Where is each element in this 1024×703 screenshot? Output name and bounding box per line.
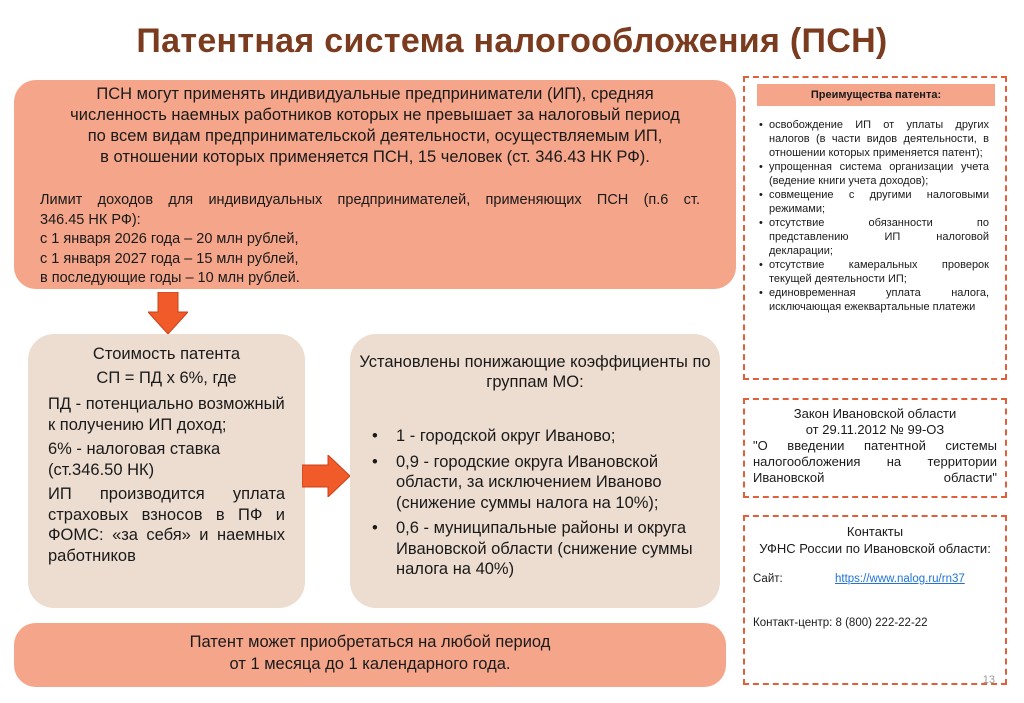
phone-number: 8 (800) 222-22-22 <box>835 617 928 629</box>
page-number: 13 <box>982 674 995 686</box>
contacts-office: УФНС России по Ивановской области: <box>759 541 991 556</box>
law-date: от 29.11.2012 № 99-ОЗ <box>805 422 945 437</box>
advantages-heading: Преимущества патента: <box>757 84 995 106</box>
list-item: • освобождение ИП от уплаты других налогов (в части видов деятельности, в отношении которых применяется патент); <box>759 118 989 160</box>
patent-period-box <box>14 623 726 687</box>
cost-formula: СП = ПД х 6%, где <box>96 369 237 387</box>
list-item: • 0,6 - муниципальные районы и округа Ивановской области (снижение суммы налога на 40%) <box>372 518 700 580</box>
intro-eligibility-text <box>14 84 736 168</box>
intro-box <box>14 80 736 289</box>
limit-line: Лимит доходов для индивидуальных предпринимателей, применяющих ПСН (п.6 ст. <box>40 192 700 208</box>
site-label: Сайт: <box>753 573 783 585</box>
cost-pd-definition: ПД - потенциально возможный к получению ИП доход; <box>48 395 285 434</box>
list-item: • отсутствие обязанности по представлению ИП налоговой декларации; <box>759 216 989 258</box>
advantages-box <box>743 76 1007 380</box>
intro-line: в отношении которых применяется ПСН, 15 человек (ст. 346.43 НК РФ). <box>100 148 650 166</box>
cost-rate-definition: 6% - налоговая ставка (ст.346.50 НК) <box>48 440 221 479</box>
page-title: Патентная система налогообложения (ПСН) <box>136 22 888 60</box>
phone-row <box>753 617 928 629</box>
arrow-right-icon <box>302 455 350 497</box>
coefficients-list <box>350 426 720 580</box>
list-item: • 0,9 - городские округа Ивановской области, за исключением Иваново (снижение суммы налога на 10%); <box>372 452 700 514</box>
intro-line: численность наемных работников которых не превышает за налоговый период <box>70 106 680 124</box>
limit-line: с 1 января 2026 года – 20 млн рублей, <box>40 231 299 247</box>
cost-insurance-note: ИП производится уплата страховых взносов в ПФ и ФОМС: «за себя» и наемных работников <box>48 485 285 565</box>
intro-line: ПСН могут применять индивидуальные предприниматели (ИП), средняя <box>96 85 654 103</box>
coefficients-heading: Установлены понижающие коэффициенты по группам МО: <box>359 353 711 391</box>
cost-heading: Стоимость патента <box>92 345 241 363</box>
limit-line: в последующие годы – 10 млн рублей. <box>40 270 300 286</box>
list-item: • совмещение с другими налоговыми режимами; <box>759 188 989 216</box>
limit-line: с 1 января 2027 года – 15 млн рублей, <box>40 250 299 267</box>
site-row <box>753 573 965 585</box>
site-link[interactable]: https://www.nalog.ru/rn37 <box>835 573 965 585</box>
list-item: • отсутствие камеральных проверок текущей деятельности ИП; <box>759 258 989 286</box>
period-line: от 1 месяца до 1 календарного года. <box>229 655 511 673</box>
period-line: Патент может приобретаться на любой период <box>189 633 551 651</box>
phone-label: Контакт-центр: <box>753 617 833 629</box>
law-title: Закон Ивановской области <box>793 406 957 421</box>
list-item: • упрощенная система организации учета (ведение книги учета доходов); <box>759 160 989 188</box>
arrow-down-icon <box>148 292 188 334</box>
income-limit-text <box>40 191 700 289</box>
contacts-box <box>743 515 1007 685</box>
list-item: • единовременная уплата налога, исключающая ежеквартальные платежи <box>759 286 989 314</box>
coefficients-box <box>350 334 720 608</box>
intro-line: по всем видам предпринимательской деятельности, осуществляемым ИП, <box>87 127 663 145</box>
list-item: • 1 - городской округ Иваново; <box>372 426 700 447</box>
law-reference-box <box>743 398 1007 498</box>
contacts-heading <box>745 517 1005 557</box>
advantages-list <box>759 118 989 314</box>
contacts-title: Контакты <box>846 524 904 539</box>
law-name: "О введении патентной системы налогообложения на территории Ивановской области" <box>753 438 997 485</box>
limit-line: 346.45 НК РФ): <box>40 211 141 228</box>
patent-cost-box <box>28 334 305 608</box>
